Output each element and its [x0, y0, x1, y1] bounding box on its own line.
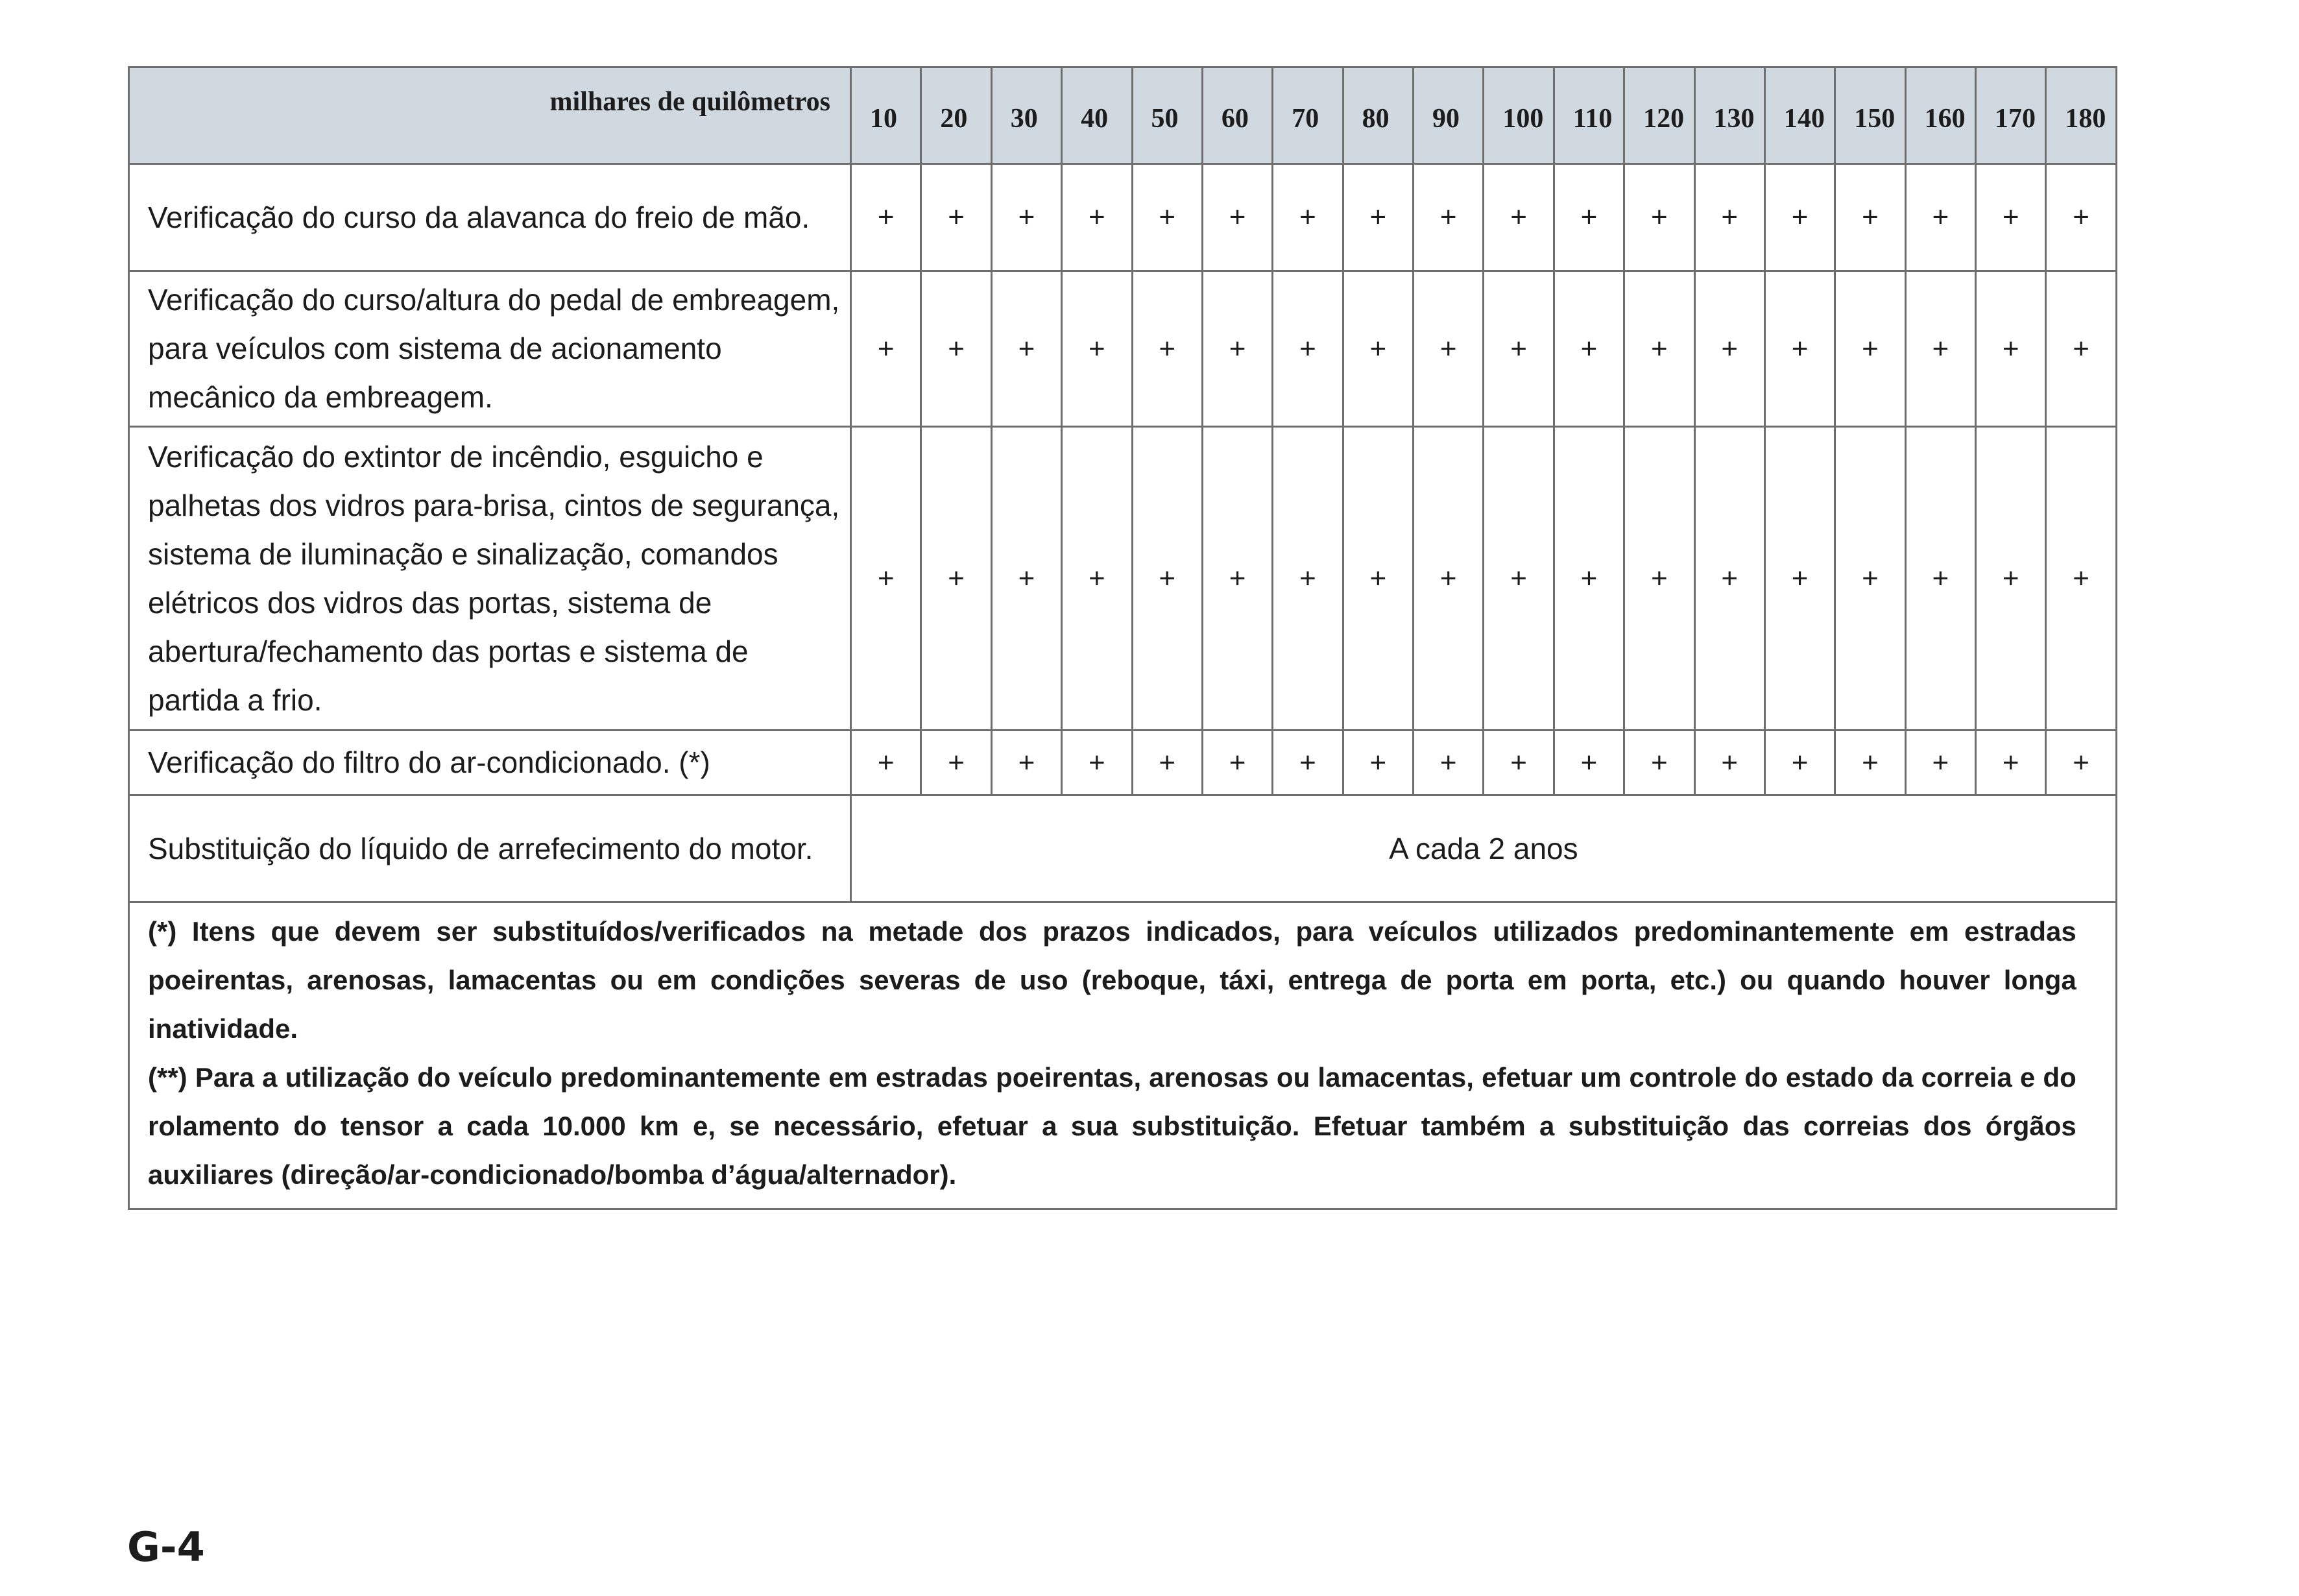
check-mark: +: [2046, 427, 2116, 731]
check-mark: +: [991, 731, 1061, 795]
km-interval-header: 60: [1202, 67, 1272, 164]
check-mark: +: [1343, 731, 1413, 795]
footnotes: [129, 902, 2117, 1209]
check-mark: +: [1764, 271, 1835, 427]
check-mark: +: [1624, 271, 1694, 427]
km-interval-header: 150: [1835, 67, 1905, 164]
check-mark: +: [1484, 731, 1554, 795]
check-mark: +: [1484, 427, 1554, 731]
check-mark: +: [1202, 271, 1272, 427]
check-mark: +: [1835, 731, 1905, 795]
check-mark: +: [1764, 731, 1835, 795]
check-mark: +: [2046, 731, 2116, 795]
table-row: [129, 731, 2117, 795]
coolant-row: [129, 795, 2117, 902]
check-mark: +: [851, 427, 921, 731]
check-mark: +: [921, 271, 991, 427]
check-mark: +: [1484, 271, 1554, 427]
notes-row: [129, 902, 2117, 1209]
check-mark: +: [851, 164, 921, 271]
check-mark: +: [1202, 427, 1272, 731]
check-mark: +: [1202, 164, 1272, 271]
footnote-2: (**) Para a utilização do veículo predominantemente em estradas poeirentas, arenosas ou lamacentas, efetuar um controle do estado da correia e do rolamento do tensor a cada 10.000 km e, se necessário, efetuar a sua substituição. Efetuar também a substituição das correias dos órgãos auxiliares (direção/ar-condicionado/bomba d’água/alternador).: [148, 1062, 2076, 1190]
check-mark: +: [1554, 271, 1624, 427]
check-mark: +: [1976, 427, 2046, 731]
check-mark: +: [1273, 164, 1343, 271]
check-mark: +: [1905, 731, 1975, 795]
km-interval-header: 100: [1484, 67, 1554, 164]
check-mark: +: [1343, 164, 1413, 271]
check-mark: +: [1976, 271, 2046, 427]
check-mark: +: [1062, 271, 1132, 427]
check-mark: +: [2046, 164, 2116, 271]
check-mark: +: [851, 271, 921, 427]
check-mark: +: [1062, 164, 1132, 271]
maintenance-schedule-table: [128, 66, 2117, 1210]
check-mark: +: [1694, 164, 1764, 271]
check-mark: +: [1976, 731, 2046, 795]
km-interval-header: 130: [1694, 67, 1764, 164]
page-number: G-4: [127, 1523, 205, 1571]
row-description: Verificação do curso/altura do pedal de embreagem, para veículos com sistema de acionamento mecânico da embreagem.: [129, 271, 851, 427]
check-mark: +: [1764, 164, 1835, 271]
check-mark: +: [1905, 271, 1975, 427]
check-mark: +: [1062, 427, 1132, 731]
km-interval-header: 180: [2046, 67, 2116, 164]
check-mark: +: [1624, 731, 1694, 795]
check-mark: +: [921, 164, 991, 271]
km-interval-header: 30: [991, 67, 1061, 164]
coolant-description: Substituição do líquido de arrefecimento do motor.: [129, 795, 851, 902]
check-mark: +: [1694, 731, 1764, 795]
row-description: Verificação do filtro do ar-condicionado. (*): [129, 731, 851, 795]
check-mark: +: [991, 164, 1061, 271]
check-mark: +: [1414, 731, 1484, 795]
footnote-1: (*) Itens que devem ser substituídos/verificados na metade dos prazos indicados, para veículos utilizados predominantemente em estradas poeirentas, arenosas, lamacentas ou em condições severas de uso (reboque, táxi, entrega de porta em porta, etc.) ou quando houver longa inatividade.: [148, 916, 2076, 1044]
km-interval-header: 20: [921, 67, 991, 164]
table-row: [129, 271, 2117, 427]
check-mark: +: [2046, 271, 2116, 427]
check-mark: +: [1202, 731, 1272, 795]
check-mark: +: [1414, 164, 1484, 271]
check-mark: +: [1554, 427, 1624, 731]
check-mark: +: [1414, 427, 1484, 731]
km-interval-header: 90: [1414, 67, 1484, 164]
check-mark: +: [1835, 164, 1905, 271]
km-interval-header: 170: [1976, 67, 2046, 164]
check-mark: +: [1132, 731, 1202, 795]
check-mark: +: [991, 427, 1061, 731]
km-interval-header: 80: [1343, 67, 1413, 164]
table-header-row: [129, 67, 2117, 164]
km-interval-header: 110: [1554, 67, 1624, 164]
check-mark: +: [1554, 164, 1624, 271]
km-interval-header: 140: [1764, 67, 1835, 164]
check-mark: +: [1132, 164, 1202, 271]
check-mark: +: [1132, 271, 1202, 427]
check-mark: +: [1905, 427, 1975, 731]
km-interval-header: 120: [1624, 67, 1694, 164]
check-mark: +: [1343, 271, 1413, 427]
row-description: Verificação do curso da alavanca do freio de mão.: [129, 164, 851, 271]
check-mark: +: [921, 731, 991, 795]
check-mark: +: [1484, 164, 1554, 271]
check-mark: +: [1414, 271, 1484, 427]
table-row: [129, 427, 2117, 731]
check-mark: +: [851, 731, 921, 795]
km-interval-header: 50: [1132, 67, 1202, 164]
km-interval-header: 40: [1062, 67, 1132, 164]
check-mark: +: [1273, 271, 1343, 427]
check-mark: +: [1132, 427, 1202, 731]
check-mark: +: [1273, 731, 1343, 795]
check-mark: +: [1976, 164, 2046, 271]
check-mark: +: [991, 271, 1061, 427]
check-mark: +: [1062, 731, 1132, 795]
row-description: Verificação do extintor de incêndio, esguicho e palhetas dos vidros para-brisa, cintos de segurança, sistema de iluminação e sinalização, comandos elétricos dos vidros das portas, sistema de abertura/fechamento das portas e sistema de partida a frio.: [129, 427, 851, 731]
check-mark: +: [1835, 271, 1905, 427]
km-interval-header: 70: [1273, 67, 1343, 164]
check-mark: +: [1273, 427, 1343, 731]
check-mark: +: [1624, 164, 1694, 271]
check-mark: +: [1835, 427, 1905, 731]
check-mark: +: [1905, 164, 1975, 271]
check-mark: +: [921, 427, 991, 731]
header-label: milhares de quilômetros: [129, 67, 851, 164]
check-mark: +: [1554, 731, 1624, 795]
check-mark: +: [1624, 427, 1694, 731]
check-mark: +: [1764, 427, 1835, 731]
km-interval-header: 10: [851, 67, 921, 164]
km-interval-header: 160: [1905, 67, 1975, 164]
check-mark: +: [1694, 271, 1764, 427]
check-mark: +: [1343, 427, 1413, 731]
check-mark: +: [1694, 427, 1764, 731]
coolant-interval: A cada 2 anos: [851, 795, 2117, 902]
table-row: [129, 164, 2117, 271]
